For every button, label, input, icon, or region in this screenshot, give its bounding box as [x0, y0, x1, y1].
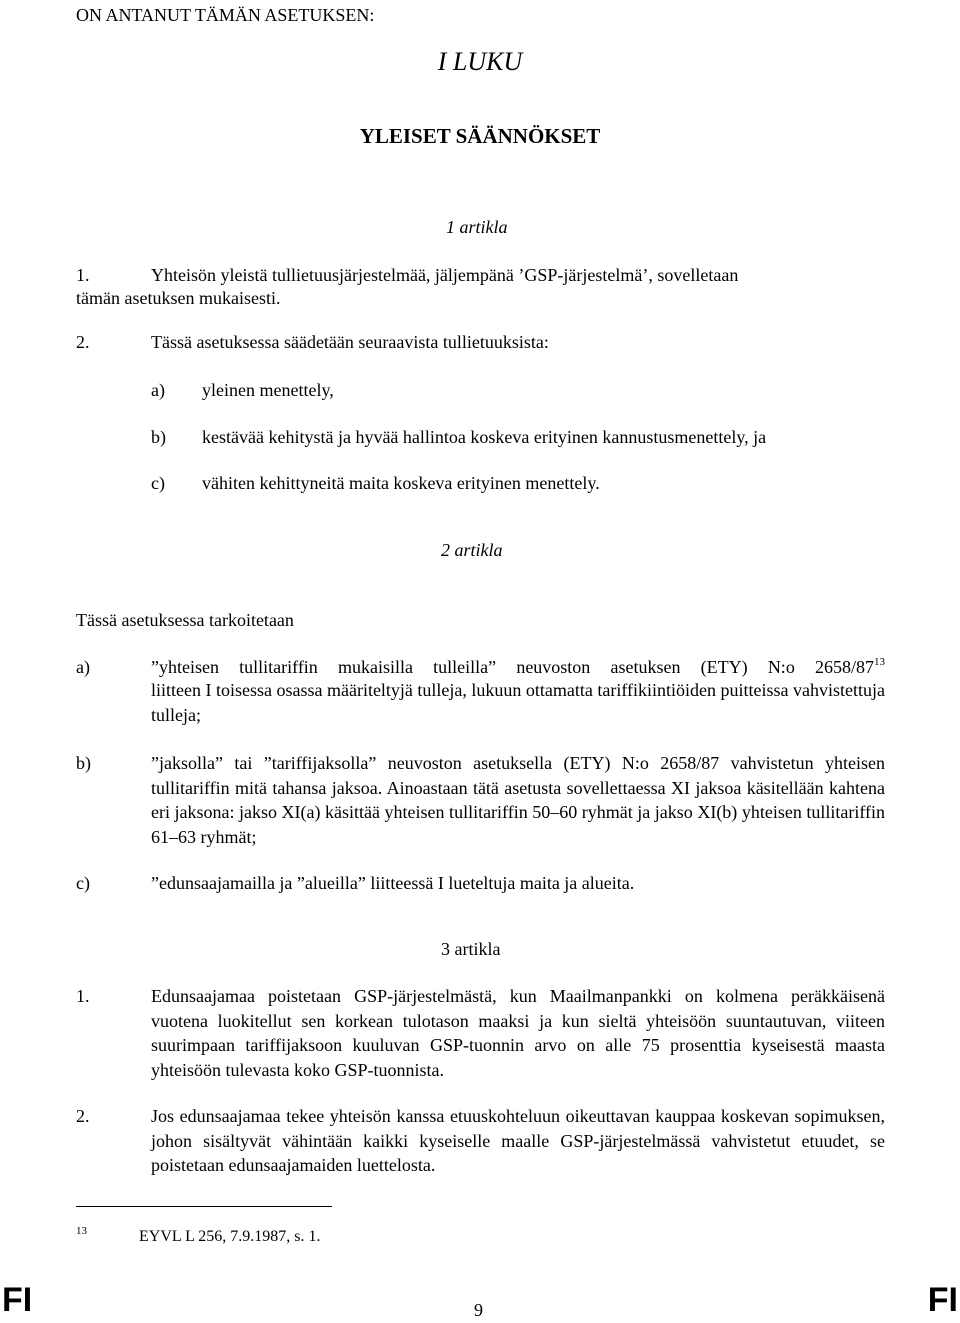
footnote-number: 13	[76, 1225, 87, 1237]
list-item-text: yleinen menettely,	[202, 380, 334, 400]
article-3-para-2-number: 2.	[76, 1106, 90, 1126]
list-item-text: vähiten kehittyneitä maita koskeva erityinen menettely.	[202, 473, 600, 493]
article-1-para-2-number: 2.	[76, 332, 90, 352]
article-2-heading: 2 artikla	[441, 540, 503, 560]
list-item-label: a)	[151, 380, 165, 400]
article-1-para-1-line-1: Yhteisön yleistä tullietuusjärjestelmää, jäljempänä ’GSP-järjestelmä’, sovelletaan	[151, 265, 739, 285]
definition-c-label: c)	[76, 873, 90, 893]
footer-language-left: FI	[2, 1281, 33, 1319]
footnote-reference[interactable]: 13	[874, 656, 885, 668]
article-1-heading: 1 artikla	[446, 217, 508, 237]
list-item-label: b)	[151, 427, 166, 447]
list-item-text: kestävää kehitystä ja hyvää hallintoa koskeva erityinen kannustusmenettely, ja	[202, 427, 767, 447]
article-1-para-1-line-2: tämän asetuksen mukaisesti.	[76, 288, 281, 308]
definition-b-text: ”jaksolla” tai ”tariffijaksolla” neuvoston asetuksella (ETY) N:o 2658/87 vahvistetun yhteisen tullitariffin mitä tahansa jaksoa. Ainoastaan tätä asetusta sovellettaessa XI jaksoa käsitellään kahtena eri jaksona: jakso XI(a) käsittää yhteisen tullitariffin 50–60 ryhmät ja jakso XI(b) yhteisen tullitariffin 61–63 ryhmät;	[151, 753, 885, 847]
preamble: ON ANTANUT TÄMÄN ASETUKSEN:	[76, 5, 375, 25]
article-1-para-1-number: 1.	[76, 265, 90, 285]
article-2-intro: Tässä asetuksessa tarkoitetaan	[76, 610, 294, 630]
article-1-para-2-text: Tässä asetuksessa säädetään seuraavista tullietuuksista:	[151, 332, 549, 352]
list-item-label: c)	[151, 473, 165, 493]
chapter-number: I LUKU	[437, 47, 523, 76]
definition-b-label: b)	[76, 753, 91, 773]
footnote-text: EYVL L 256, 7.9.1987, s. 1.	[139, 1228, 321, 1245]
definition-a-label: a)	[76, 657, 90, 677]
article-3-para-1-number: 1.	[76, 986, 90, 1006]
chapter-title: YLEISET SÄÄNNÖKSET	[359, 124, 601, 148]
article-3-para-2-text: Jos edunsaajamaa tekee yhteisön kanssa etuuskohteluun oikeuttavan kauppaa koskevan sopimuksen, johon sisältyvät vähintään kaikki kyseiselle maalle GSP-järjestelmässä vahvistetut etuudet, se poistetaan edunsaajamaiden luettelosta.	[151, 1106, 885, 1175]
definition-a-continuation: liitteen I toisessa osassa määriteltyjä tulleja, lukuun ottamatta tariffikiintiöiden puitteissa vahvistettuja tulleja;	[151, 680, 885, 725]
article-3-para-1-text: Edunsaajamaa poistetaan GSP-järjestelmästä, kun Maailmanpankki on kolmena peräkkäisenä vuotena luokitellut sen korkean tulotason maaksi ja kun sieltä yhteisöön suuntautuvan, viiteen suurimpaan tariffijaksoon kuuluvan GSP-tuonnin arvo on alle 75 prosenttia kyseisestä maasta yhteisöön tulevasta koko GSP-tuonnista.	[151, 986, 885, 1080]
definition-a-text: ”yhteisen tullitariffin mukaisilla tulleilla” neuvoston asetuksen (ETY) N:o 2658/87	[151, 657, 874, 677]
footer-language-right: FI	[927, 1281, 958, 1319]
definition-c-text: ”edunsaajamailla ja ”alueilla” liitteessä I lueteltuja maita ja alueita.	[151, 873, 635, 893]
footnote-separator	[76, 1206, 332, 1207]
article-3-heading: 3 artikla	[441, 939, 501, 959]
page-number: 9	[474, 1300, 483, 1320]
definition-a	[151, 655, 885, 728]
